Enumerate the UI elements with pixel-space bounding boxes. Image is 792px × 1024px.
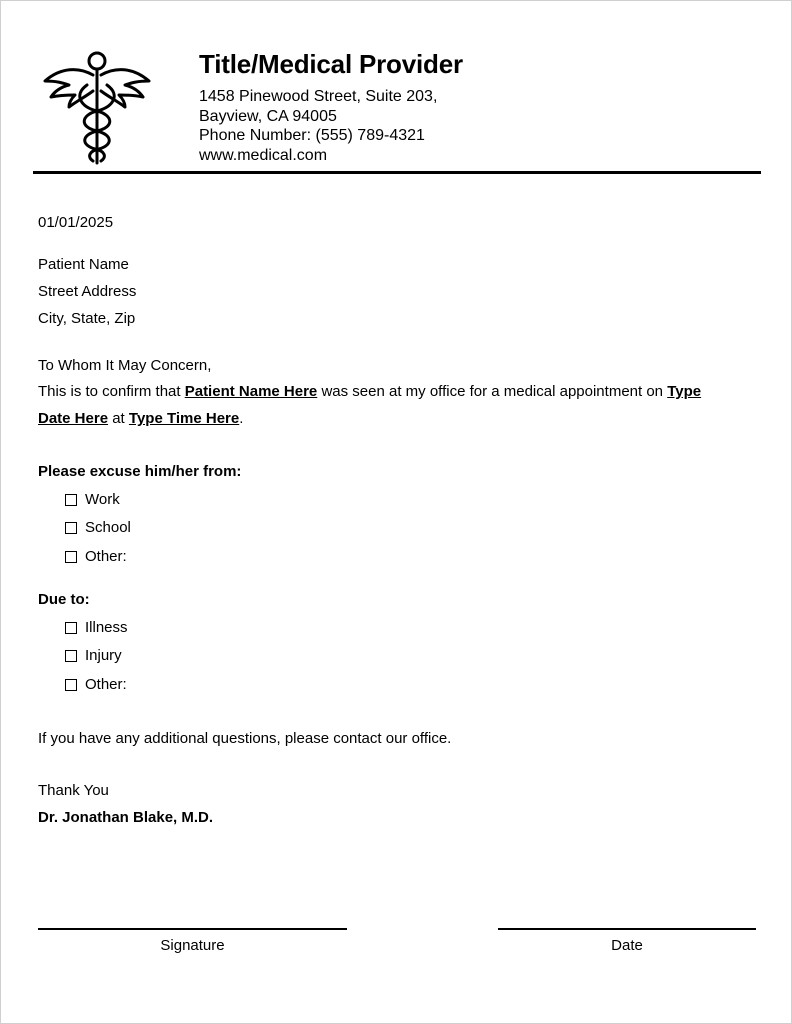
body-text-1: This is to confirm that xyxy=(38,383,185,400)
signature-label: Signature xyxy=(160,937,225,954)
recipient-name: Patient Name xyxy=(38,256,129,273)
letter-date: 01/01/2025 xyxy=(38,214,114,231)
header-divider xyxy=(33,171,761,174)
body-line-1 xyxy=(38,383,701,400)
checkbox-work[interactable] xyxy=(65,494,77,506)
signature-line[interactable] xyxy=(38,928,347,930)
recipient-city: City, State, Zip xyxy=(38,310,136,327)
excuse-heading: Please excuse him/her from: xyxy=(38,463,242,480)
checkbox-label-injury: Injury xyxy=(85,647,122,664)
checkbox-injury[interactable] xyxy=(65,650,77,662)
website: www.medical.com xyxy=(199,147,328,164)
date-placeholder-end[interactable]: Date Here xyxy=(38,410,109,427)
patient-name-placeholder[interactable]: Patient Name Here xyxy=(184,383,318,400)
checkbox-excuse-other[interactable] xyxy=(65,551,77,563)
date-label: Date xyxy=(611,937,643,954)
time-placeholder[interactable]: Type Time Here xyxy=(128,410,240,427)
provider-title: Title/Medical Provider xyxy=(199,49,463,79)
address-line-2: Bayview, CA 94005 xyxy=(199,108,337,125)
address-line-1: 1458 Pinewood Street, Suite 203, xyxy=(199,88,438,105)
phone-number: Phone Number: (555) 789-4321 xyxy=(199,127,425,144)
body-line-2 xyxy=(38,410,243,427)
checkbox-illness[interactable] xyxy=(65,622,77,634)
thanks: Thank You xyxy=(38,782,109,799)
caduceus-icon xyxy=(39,45,155,169)
recipient-street: Street Address xyxy=(38,283,137,300)
body-text-3: at xyxy=(108,410,129,427)
body-text-2: was seen at my office for a medical appointment on xyxy=(317,383,668,400)
checkbox-label-illness: Illness xyxy=(85,619,128,636)
checkbox-label-school: School xyxy=(85,519,131,536)
body-text-4: . xyxy=(239,410,244,427)
checkbox-label-excuse-other: Other: xyxy=(85,548,127,565)
closing-note: If you have any additional questions, please contact our office. xyxy=(38,730,452,747)
date-line[interactable] xyxy=(498,928,756,930)
date-placeholder-start[interactable]: Type xyxy=(667,383,702,400)
salutation: To Whom It May Concern, xyxy=(38,357,212,374)
checkbox-due-other[interactable] xyxy=(65,679,77,691)
checkbox-label-work: Work xyxy=(85,491,120,508)
checkbox-school[interactable] xyxy=(65,522,77,534)
due-heading: Due to: xyxy=(38,591,90,608)
checkbox-label-due-other: Other: xyxy=(85,676,127,693)
doctor-name: Dr. Jonathan Blake, M.D. xyxy=(38,809,214,826)
